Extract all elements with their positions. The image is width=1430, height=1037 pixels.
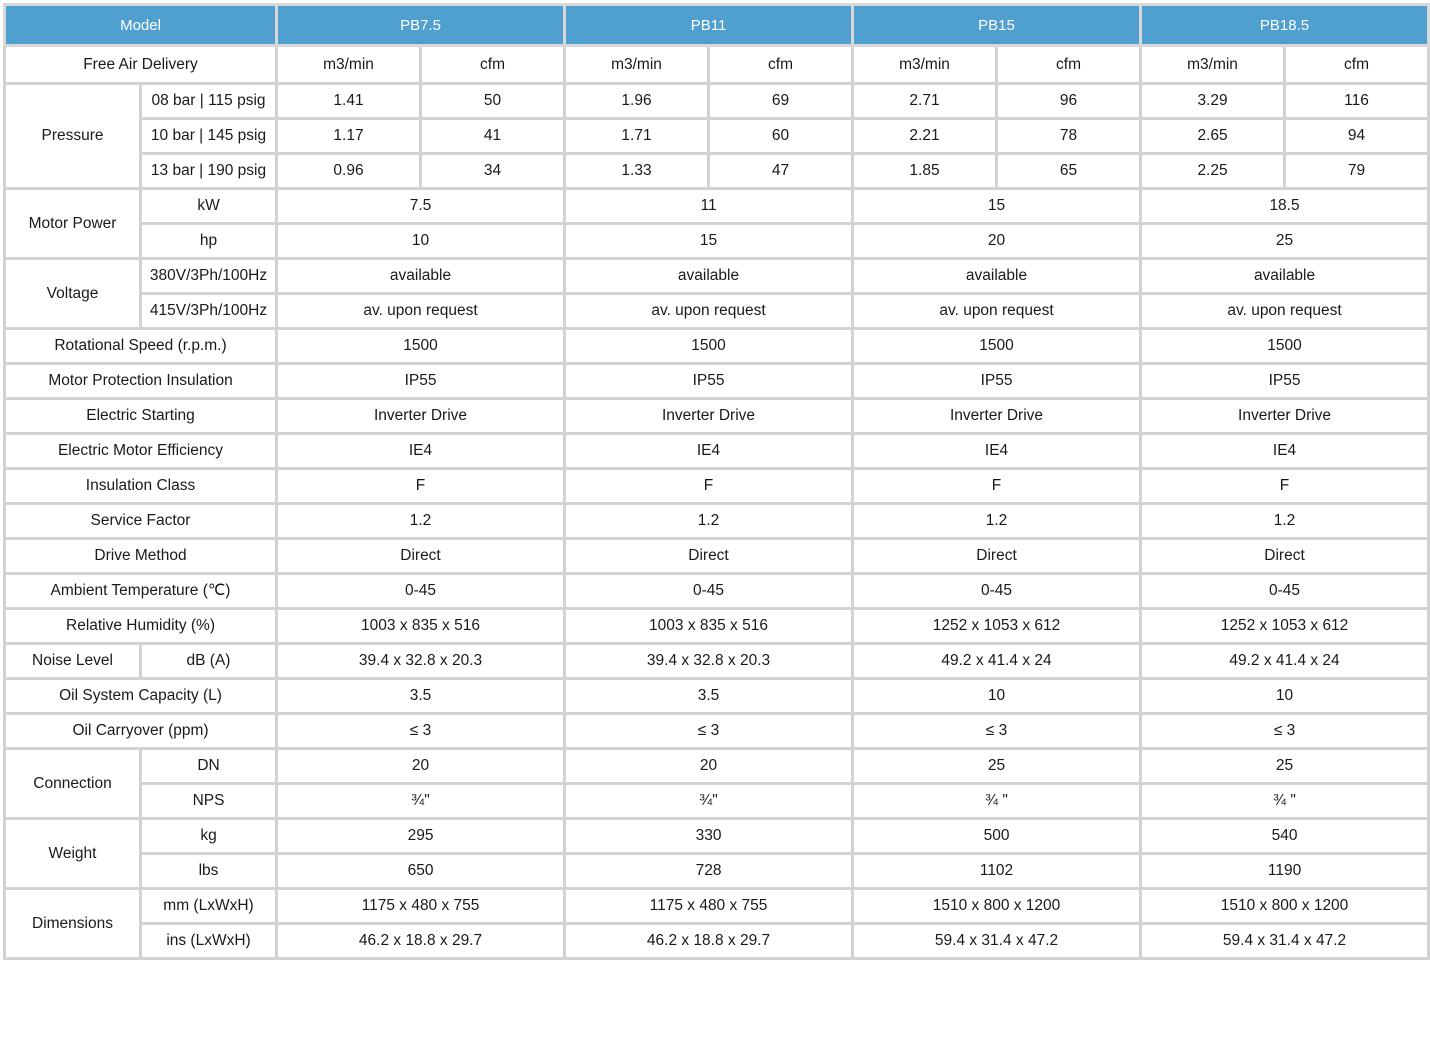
cell-value: 1.96: [565, 84, 709, 119]
cell-value: ¾ ": [1141, 784, 1429, 819]
sub-label: 13 bar | 190 psig: [141, 154, 277, 189]
cell-value: 0-45: [1141, 574, 1429, 609]
cell-value: 79: [1285, 154, 1429, 189]
pressure-row: [5, 84, 1429, 119]
cell-value: 39.4 x 32.8 x 20.3: [277, 644, 565, 679]
model-name: PB11: [565, 5, 853, 46]
cell-value: 2.25: [1141, 154, 1285, 189]
model-name: PB15: [853, 5, 1141, 46]
row-label: Rotational Speed (r.p.m.): [5, 329, 277, 364]
cell-value: 3.5: [277, 679, 565, 714]
cell-value: 94: [1285, 119, 1429, 154]
cell-value: 116: [1285, 84, 1429, 119]
unit-label: cfm: [1285, 46, 1429, 84]
cell-value: 18.5: [1141, 189, 1429, 224]
unit-label: m3/min: [853, 46, 997, 84]
motor-power-row: [5, 224, 1429, 259]
cell-value: available: [853, 259, 1141, 294]
cell-value: 1.2: [1141, 504, 1429, 539]
cell-value: ≤ 3: [1141, 714, 1429, 749]
header-row: [5, 5, 1429, 46]
cell-value: 0.96: [277, 154, 421, 189]
cell-value: 15: [565, 224, 853, 259]
cell-value: 2.65: [1141, 119, 1285, 154]
spec-table: [3, 3, 1430, 960]
row-label: Motor Protection Insulation: [5, 364, 277, 399]
cell-value: Inverter Drive: [565, 399, 853, 434]
spec-row: [5, 679, 1429, 714]
cell-value: 1.85: [853, 154, 997, 189]
row-label: Motor Power: [5, 189, 141, 259]
pressure-row: [5, 154, 1429, 189]
cell-value: IP55: [277, 364, 565, 399]
spec-row: [5, 434, 1429, 469]
cell-value: 3.29: [1141, 84, 1285, 119]
row-label: Dimensions: [5, 889, 141, 959]
cell-value: 49.2 x 41.4 x 24: [853, 644, 1141, 679]
cell-value: F: [565, 469, 853, 504]
row-label: Connection: [5, 749, 141, 819]
cell-value: av. upon request: [853, 294, 1141, 329]
cell-value: 25: [853, 749, 1141, 784]
cell-value: F: [1141, 469, 1429, 504]
cell-value: Direct: [277, 539, 565, 574]
spec-row: [5, 609, 1429, 644]
cell-value: 0-45: [565, 574, 853, 609]
cell-value: 0-45: [277, 574, 565, 609]
cell-value: 59.4 x 31.4 x 47.2: [1141, 924, 1429, 959]
dimensions-row: [5, 889, 1429, 924]
cell-value: 25: [1141, 749, 1429, 784]
cell-value: 10: [277, 224, 565, 259]
cell-value: 728: [565, 854, 853, 889]
cell-value: 11: [565, 189, 853, 224]
cell-value: 650: [277, 854, 565, 889]
cell-value: 1175 x 480 x 755: [277, 889, 565, 924]
unit-label: cfm: [997, 46, 1141, 84]
unit-label: cfm: [421, 46, 565, 84]
cell-value: ≤ 3: [565, 714, 853, 749]
cell-value: Inverter Drive: [1141, 399, 1429, 434]
row-label: Drive Method: [5, 539, 277, 574]
cell-value: 1.41: [277, 84, 421, 119]
cell-value: 41: [421, 119, 565, 154]
cell-value: av. upon request: [565, 294, 853, 329]
spec-row: [5, 399, 1429, 434]
spec-row: [5, 574, 1429, 609]
unit-label: m3/min: [565, 46, 709, 84]
sub-label: mm (LxWxH): [141, 889, 277, 924]
cell-value: 1252 x 1053 x 612: [1141, 609, 1429, 644]
cell-value: 15: [853, 189, 1141, 224]
row-label: Insulation Class: [5, 469, 277, 504]
cell-value: 1.71: [565, 119, 709, 154]
row-label: Pressure: [5, 84, 141, 189]
cell-value: 10: [1141, 679, 1429, 714]
cell-value: 330: [565, 819, 853, 854]
cell-value: available: [565, 259, 853, 294]
row-label: Oil Carryover (ppm): [5, 714, 277, 749]
cell-value: 1003 x 835 x 516: [277, 609, 565, 644]
cell-value: ¾": [565, 784, 853, 819]
cell-value: Inverter Drive: [277, 399, 565, 434]
sub-label: NPS: [141, 784, 277, 819]
cell-value: 1500: [565, 329, 853, 364]
row-label: Service Factor: [5, 504, 277, 539]
voltage-row: [5, 294, 1429, 329]
cell-value: 39.4 x 32.8 x 20.3: [565, 644, 853, 679]
cell-value: IE4: [565, 434, 853, 469]
cell-value: 3.5: [565, 679, 853, 714]
cell-value: 1190: [1141, 854, 1429, 889]
cell-value: 2.71: [853, 84, 997, 119]
cell-value: 500: [853, 819, 1141, 854]
cell-value: 46.2 x 18.8 x 29.7: [277, 924, 565, 959]
sub-label: DN: [141, 749, 277, 784]
unit-label: m3/min: [277, 46, 421, 84]
cell-value: 1252 x 1053 x 612: [853, 609, 1141, 644]
spec-row: [5, 714, 1429, 749]
sub-label: kW: [141, 189, 277, 224]
sub-label: lbs: [141, 854, 277, 889]
cell-value: 65: [997, 154, 1141, 189]
row-label: Noise Level: [5, 644, 141, 679]
cell-value: available: [277, 259, 565, 294]
row-label: Electric Starting: [5, 399, 277, 434]
cell-value: 46.2 x 18.8 x 29.7: [565, 924, 853, 959]
model-name: PB7.5: [277, 5, 565, 46]
cell-value: ¾ ": [853, 784, 1141, 819]
row-label: Voltage: [5, 259, 141, 329]
spec-row: [5, 539, 1429, 574]
cell-value: Direct: [853, 539, 1141, 574]
model-header: Model: [5, 5, 277, 46]
cell-value: av. upon request: [1141, 294, 1429, 329]
cell-value: 78: [997, 119, 1141, 154]
cell-value: 1.17: [277, 119, 421, 154]
cell-value: ≤ 3: [853, 714, 1141, 749]
cell-value: 20: [565, 749, 853, 784]
voltage-row: [5, 259, 1429, 294]
free-air-delivery-row: [5, 46, 1429, 84]
cell-value: 1510 x 800 x 1200: [1141, 889, 1429, 924]
cell-value: 20: [853, 224, 1141, 259]
unit-label: cfm: [709, 46, 853, 84]
unit-label: m3/min: [1141, 46, 1285, 84]
cell-value: 1102: [853, 854, 1141, 889]
cell-value: 540: [1141, 819, 1429, 854]
cell-value: IP55: [565, 364, 853, 399]
cell-value: 1500: [853, 329, 1141, 364]
sub-label: kg: [141, 819, 277, 854]
cell-value: av. upon request: [277, 294, 565, 329]
cell-value: 59.4 x 31.4 x 47.2: [853, 924, 1141, 959]
weight-row: [5, 819, 1429, 854]
cell-value: 1510 x 800 x 1200: [853, 889, 1141, 924]
sub-label: ins (LxWxH): [141, 924, 277, 959]
sub-label: 415V/3Ph/100Hz: [141, 294, 277, 329]
spec-row: [5, 364, 1429, 399]
row-label: Weight: [5, 819, 141, 889]
weight-row: [5, 854, 1429, 889]
cell-value: IE4: [277, 434, 565, 469]
motor-power-row: [5, 189, 1429, 224]
cell-value: available: [1141, 259, 1429, 294]
cell-value: 1500: [277, 329, 565, 364]
model-name: PB18.5: [1141, 5, 1429, 46]
cell-value: 49.2 x 41.4 x 24: [1141, 644, 1429, 679]
cell-value: 20: [277, 749, 565, 784]
spec-row: [5, 329, 1429, 364]
spec-row: [5, 504, 1429, 539]
cell-value: IE4: [1141, 434, 1429, 469]
cell-value: F: [277, 469, 565, 504]
cell-value: 295: [277, 819, 565, 854]
cell-value: IE4: [853, 434, 1141, 469]
cell-value: 7.5: [277, 189, 565, 224]
cell-value: IP55: [853, 364, 1141, 399]
cell-value: IP55: [1141, 364, 1429, 399]
sub-label: dB (A): [141, 644, 277, 679]
sub-label: hp: [141, 224, 277, 259]
cell-value: 47: [709, 154, 853, 189]
cell-value: 50: [421, 84, 565, 119]
cell-value: 10: [853, 679, 1141, 714]
dimensions-row: [5, 924, 1429, 959]
cell-value: 96: [997, 84, 1141, 119]
pressure-row: [5, 119, 1429, 154]
spec-row: [5, 469, 1429, 504]
cell-value: 0-45: [853, 574, 1141, 609]
cell-value: 60: [709, 119, 853, 154]
cell-value: 2.21: [853, 119, 997, 154]
connection-row: [5, 784, 1429, 819]
cell-value: 34: [421, 154, 565, 189]
cell-value: Inverter Drive: [853, 399, 1141, 434]
cell-value: 1.2: [565, 504, 853, 539]
cell-value: 1500: [1141, 329, 1429, 364]
row-label: Electric Motor Efficiency: [5, 434, 277, 469]
cell-value: 1.33: [565, 154, 709, 189]
cell-value: 1.2: [277, 504, 565, 539]
sub-label: 10 bar | 145 psig: [141, 119, 277, 154]
cell-value: 1003 x 835 x 516: [565, 609, 853, 644]
cell-value: 1.2: [853, 504, 1141, 539]
cell-value: 25: [1141, 224, 1429, 259]
cell-value: 1175 x 480 x 755: [565, 889, 853, 924]
row-label: Ambient Temperature (℃): [5, 574, 277, 609]
noise-level-row: [5, 644, 1429, 679]
cell-value: ¾": [277, 784, 565, 819]
row-label: Free Air Delivery: [5, 46, 277, 84]
sub-label: 08 bar | 115 psig: [141, 84, 277, 119]
cell-value: Direct: [1141, 539, 1429, 574]
cell-value: Direct: [565, 539, 853, 574]
row-label: Oil System Capacity (L): [5, 679, 277, 714]
cell-value: F: [853, 469, 1141, 504]
cell-value: 69: [709, 84, 853, 119]
sub-label: 380V/3Ph/100Hz: [141, 259, 277, 294]
row-label: Relative Humidity (%): [5, 609, 277, 644]
cell-value: ≤ 3: [277, 714, 565, 749]
connection-row: [5, 749, 1429, 784]
